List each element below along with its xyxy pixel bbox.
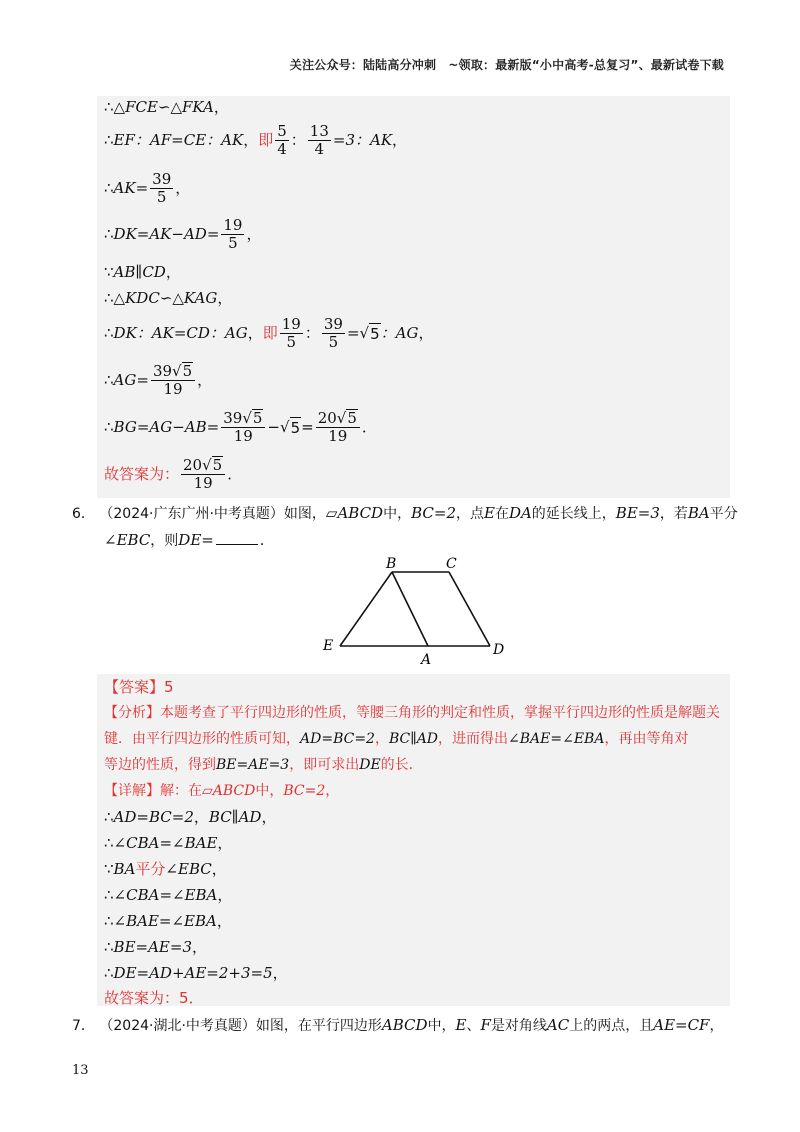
sqrt: √ 5 [280,417,301,437]
detail-line: ∵ BA 平分 ∠EBC ， [104,860,227,878]
label-c: C [446,556,457,572]
solution-line: ∴ △FCE∽△FKA ， [104,98,229,116]
page-number: 13 [72,1063,89,1078]
label-b: B [386,556,397,572]
q6-stem-line1: 6． （2024·广东广州·中考真题）如图，▱ABCD中，BC=2，点E在DA的延长线上，BE=3，若BA平分 [72,504,738,522]
label-a: A [421,652,432,668]
detail-line-final: 故答案为： 5 ． [104,989,204,1007]
fraction: $\frac{5}{4}$ [277,121,287,158]
detail-line: ∴ ∠CBA=∠EBA ， [104,886,233,904]
solution-line: ∴ AG= 39√ 5 19 ， [104,362,213,398]
label-d: D [493,642,505,658]
solution-line: ∴ DK=AK−AD= $\frac{19}{5}$ ， [104,215,262,252]
fraction: 20√ 5 19 [181,456,225,492]
solution-line: ∴ AK= $\frac{39}{5}$ ， [104,169,191,206]
q6-stem-line2: ∠EBC，则DE= ． [104,531,274,549]
fraction: $\frac{19}{5}$ [281,314,301,351]
detail-line0: 【详解】 解：在 ▱ABCD 中， BC=2 ， [104,783,340,799]
solution-line: ∵ AB∥CD ， [104,263,181,281]
fraction: $\frac{39}{5}$ [323,314,343,351]
label-e: E [323,638,334,654]
analysis-line3: 等边的性质，得到 BE=AE=3 ，即可求出 DE 的长． [104,757,423,773]
detail-line: ∴ AD=BC=2 ， BC∥AD ， [104,808,277,826]
solution-line: ∴ DK：AK=CD：AG ， 即 $\frac{19}{5}$ ： $\frac{39}{5}$ = √ 5 ：AG ， [104,314,434,351]
segment-cd [449,572,490,646]
answer-blank [216,530,258,545]
fraction: 39√ 5 19 [221,409,265,445]
detail-line: ∴ BE=AE=3 ， [104,938,207,956]
fraction: $\frac{13}{4}$ [309,121,329,158]
fraction: 20√ 5 19 [316,409,360,445]
page-header: 关注公众号：陆陆高分冲刺 ~领取：最新版“小中高考-总复习”、最新试卷下载 [289,58,724,72]
q6-figure [318,552,518,668]
fraction: 39√ 5 19 [151,362,195,398]
solution-line: ∴ EF：AF=CE：AK ， 即 $\frac{5}{4}$ ： $\frac{13}{4}$ =3：AK ， [104,121,408,158]
detail-line: ∴ ∠CBA=∠BAE ， [104,834,233,852]
sqrt: √ 5 [359,323,380,343]
analysis-line1: 【分析】 本题考查了平行四边形的性质，等腰三角形的判定和性质，掌握平行四边形的性质是解题关 [104,705,720,721]
detail-line: ∴ ∠BAE=∠EBA ， [104,912,232,930]
segment-ba [392,572,428,646]
fraction: $\frac{19}{5}$ [223,215,243,252]
segment-be [340,572,392,646]
solution-line: ∴ BG=AG−AB= 39√ 5 19 − √ 5 = 20√ 5 19 ． [104,409,377,445]
answer-line: 【答案】 5 [104,678,174,696]
solution-line: ∴ △KDC∽△KAG ， [104,289,233,307]
detail-line: ∴ DE=AD+AE=2+3=5 ， [104,964,288,982]
solution-line-final: 故答案为： 20√ 5 19 ． [104,456,243,492]
q7-stem-line1: 7． （2024·湖北·中考真题）如图，在平行四边形ABCD中，E、F是对角线AC上的两点，且AE=CF， [72,1016,724,1034]
analysis-line2: 键．由平行四边形的性质可知， AD=BC=2 ， BC∥AD ，进而得出 ∠BAE=∠EBA ，再由等角对 [104,731,689,747]
fraction: $\frac{39}{5}$ [152,169,172,206]
